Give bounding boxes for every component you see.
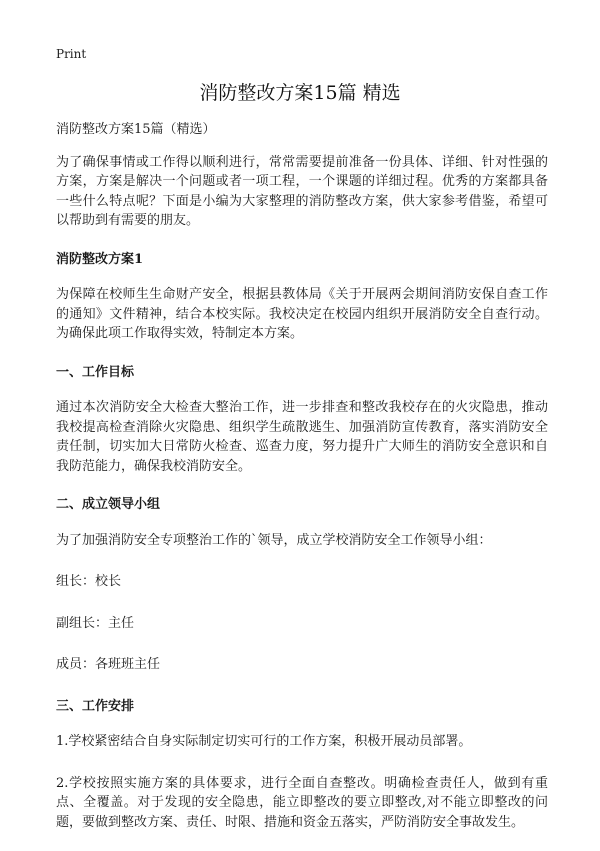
goal-paragraph: 通过本次消防安全大检查大整治工作，进一步排查和整改我校存在的火灾隐患，推动我校提高检查消除火灾隐患、组织学生疏散逃生、加强消防宣传教育，落实消防安全责任制，切实加大日常防火检查、巡查力度，努力提升广大师生的消防安全意识和自我防范能力，确保我校消防安全。	[56, 400, 548, 474]
team-leader-line: 组长：校长	[56, 574, 122, 589]
intro-paragraph: 为了确保事情或工作得以顺利进行，常常需要提前准备一份具体、详细、针对性强的方案，方案是解决一个问题或者一项工程，一个课题的详细过程。优秀的方案都具备一些什么特点呢？下面是小编为大家整理的消防整改方案，供大家参考借鉴，希望可以帮助到有需要的朋友。	[56, 154, 548, 228]
plan-item-2: 2.学校按照实施方案的具体要求，进行全面自查整改。明确检查责任人，做到有重点、全覆盖。对于发现的安全隐患，能立即整改的要立即整改,对不能立即整改的问题，要做到整改方案、责任、时限、措施和资金五落实，严防消防安全事故发生。	[56, 775, 548, 830]
team-intro-paragraph: 为了加强消防安全专项整治工作的`领导，成立学校消防安全工作领导小组：	[56, 532, 492, 548]
team-heading: 二、成立领导小组	[56, 497, 161, 512]
plan-heading: 三、工作安排	[56, 698, 135, 714]
section1-paragraph: 为保障在校师生生命财产安全，根据县教体局《关于开展两会期间消防安保自查工作的通知》文件精神，结合本校实际。我校决定在校园内组织开展消防安全自查行动。为确保此项工作取得实效，特制定本方案。	[56, 287, 548, 341]
print-link[interactable]: Print	[56, 47, 87, 61]
team-deputy-line: 副组长：主任	[56, 615, 135, 631]
goal-heading: 一、工作目标	[56, 364, 135, 380]
document-title: 消防整改方案15篇 精选	[199, 82, 401, 104]
document-subtitle: 消防整改方案15篇（精选）	[56, 122, 216, 137]
team-members-line: 成员：各班班主任	[56, 657, 161, 672]
document-body	[56, 120, 548, 851]
section1-heading: 消防整改方案1	[56, 251, 144, 267]
plan-item-1: 1.学校紧密结合自身实际制定切实可行的工作方案，积极开展动员部署。	[56, 734, 472, 749]
